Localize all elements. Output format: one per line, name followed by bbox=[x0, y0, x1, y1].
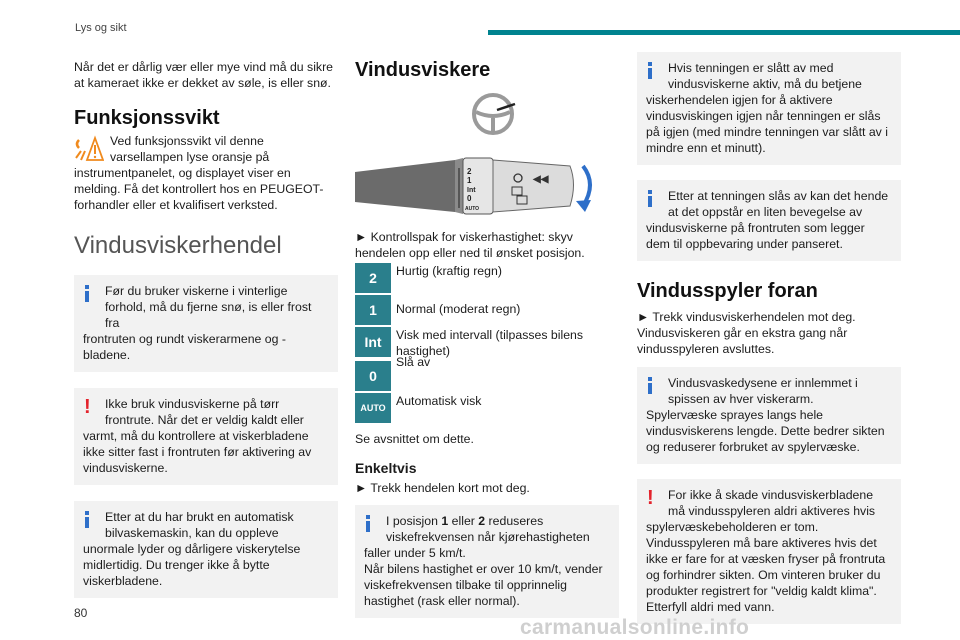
warning-box-washer bbox=[637, 479, 901, 624]
speed-list bbox=[355, 263, 619, 423]
lever-label-1: 1 bbox=[467, 176, 472, 185]
info-icon bbox=[647, 377, 653, 394]
column-right bbox=[637, 52, 901, 624]
warning-box-dry bbox=[74, 388, 338, 485]
info-icon bbox=[84, 511, 90, 528]
box-text-rest: Når bilens hastighet er over 10 km/t, vender viskefrekvensen tilbake til opprinnelig hastighet (rask eller normal). bbox=[364, 562, 603, 608]
speed-badge: 0 bbox=[355, 361, 391, 391]
control-text: ► Kontrollspak for viskerhastighet: skyv hendelen opp eller ned til ønsket posisjon. bbox=[355, 230, 585, 260]
warning-exclamation-icon: ! bbox=[84, 396, 91, 418]
box-text-first bbox=[364, 513, 610, 545]
speed-text: Hurtig (kraftig regn) bbox=[396, 264, 502, 278]
fault-block bbox=[74, 133, 338, 213]
info-icon bbox=[647, 62, 653, 79]
speed-text: Automatisk visk bbox=[396, 394, 482, 408]
lever-label-int: Int bbox=[467, 187, 476, 194]
box-text-bold: 1 bbox=[441, 514, 449, 528]
info-box-nozzles bbox=[637, 367, 901, 464]
speed-row-1 bbox=[355, 295, 619, 325]
single-wipe-text: ► Trekk hendelen kort mot deg. bbox=[355, 481, 530, 495]
fault-heading: Funksjonssvikt bbox=[74, 107, 220, 129]
box-text-first: Vindusvaskedysene er innlemmet i spissen av hver viskerarm. bbox=[668, 376, 858, 406]
speed-row-0 bbox=[355, 355, 619, 391]
info-box-carwash bbox=[74, 501, 338, 598]
fault-text-first: Ved funksjonssvikt vil denne varsellampen lyse oransje på bbox=[110, 134, 270, 164]
column-middle bbox=[355, 52, 619, 618]
box-text-rest: vindusviskerne på frontruten som legger dem til oppbevaring under panseret. bbox=[646, 221, 865, 251]
speed-row-2 bbox=[355, 263, 619, 293]
washer-heading: Vindusspyler foran bbox=[637, 280, 818, 302]
speed-badge: Int bbox=[355, 327, 391, 357]
headlamp-fault-warning-icon bbox=[74, 133, 104, 163]
box-text-first: Ikke bruk vindusviskerne på tørr frontrute. Når det er veldig kaldt eller bbox=[105, 397, 304, 427]
info-icon bbox=[365, 515, 371, 532]
watermark: carmanualsonline.info bbox=[520, 616, 750, 639]
speed-text: Visk med intervall (tilpasses bilens hastighet) bbox=[396, 328, 584, 358]
speed-badge: 2 bbox=[355, 263, 391, 293]
box-text-first: Hvis tenningen er slått av med vindusviskerne aktiv, må du betjene bbox=[668, 61, 862, 91]
info-icon bbox=[647, 190, 653, 207]
warning-exclamation-icon: ! bbox=[647, 487, 654, 509]
box-text-rest: Spylervæske sprayes langs hele vindusviskerens lengde. Dette bedrer sikten og reduserer forbruket av spylervæske. bbox=[646, 408, 885, 454]
lever-label-0: 0 bbox=[467, 194, 472, 203]
speed-row-auto bbox=[355, 393, 619, 423]
info-box-speed bbox=[355, 505, 619, 618]
box-text-part: I posisjon bbox=[386, 514, 442, 528]
info-box-ignition-off bbox=[637, 52, 901, 165]
speed-badge: 1 bbox=[355, 295, 391, 325]
washer-text: ► Trekk vindusviskerhendelen mot deg. Vindusviskeren går en ekstra gang når vindusspyleren avsluttes. bbox=[637, 310, 856, 356]
section-title: Lys og sikt bbox=[75, 22, 127, 34]
box-text-rest: varmt, må du kontrollere at viskerbladene ikke sitter fast i frontruten før aktivering av vindusviskerne. bbox=[83, 429, 312, 475]
box-text-first: Før du bruker viskerne i vinterlige forhold, må du fjerne snø, is eller frost fra bbox=[105, 284, 312, 330]
box-text-part: eller bbox=[448, 514, 479, 528]
lever-heading: Vindusviskerhendel bbox=[74, 232, 282, 259]
see-section-text: Se avsnittet om dette. bbox=[355, 432, 474, 446]
box-text-rest: faller under 5 km/t. bbox=[364, 546, 466, 560]
wipers-heading: Vindusviskere bbox=[355, 59, 491, 81]
intro-text: Når det er dårlig vær eller mye vind må du sikre at kameraet ikke er dekket av søle, is eller snø. bbox=[74, 60, 334, 90]
lever-label-auto: AUTO bbox=[465, 206, 480, 212]
svg-text:◀◀: ◀◀ bbox=[533, 174, 549, 185]
fault-text-rest: instrumentpanelet, og displayet viser en melding. Få det kontrollert hos en PEUGEOT-forhandler eller et kvalifisert verksted. bbox=[74, 166, 324, 212]
wiper-lever-illustration bbox=[355, 84, 619, 216]
single-wipe-heading: Enkeltvis bbox=[355, 460, 417, 476]
lever-label-2: 2 bbox=[467, 167, 472, 176]
box-text-rest: unormale lyder og dårligere viskerytelse midlertidig. Du trenger ikke å bytte viskerbladene. bbox=[83, 542, 301, 588]
box-text-first: Etter at du har brukt en automatisk bilvaskemaskin, kan du oppleve bbox=[105, 510, 294, 540]
speed-text: Normal (moderat regn) bbox=[396, 302, 521, 316]
speed-badge: AUTO bbox=[355, 393, 391, 423]
box-text-part: reduseres viskefrekvensen når kjørehastigheten bbox=[386, 514, 590, 544]
box-text-rest: spylervæskebeholderen er tom. Vindusspyleren må bare aktiveres hvis det ikke er fare for at væsken fryser på frontruta og forhindrer sikten. Om vinteren bruker du produkter registrert for "veldig kaldt klima". Etterfyll aldri med vann. bbox=[646, 520, 886, 614]
box-text-rest: viskerhendelen igjen for å aktivere vindusviskingen igjen når tenningen er slås på igjen (med mindre tenningen var slått av i mindre enn et minutt). bbox=[646, 93, 888, 155]
box-text-rest: frontruten og rundt viskerarmene og -bladene. bbox=[83, 332, 287, 362]
speed-row-int bbox=[355, 327, 619, 359]
info-box-winter bbox=[74, 275, 338, 372]
column-left bbox=[74, 52, 338, 598]
box-text-first: Etter at tenningen slås av kan det hende at det oppstår en liten bevegelse av bbox=[668, 189, 889, 219]
box-text-first: For ikke å skade vindusviskerbladene må vindusspyleren aldri aktiveres hvis bbox=[668, 488, 876, 518]
header-accent-bar bbox=[488, 30, 960, 35]
page-number: 80 bbox=[74, 606, 88, 620]
speed-text: Slå av bbox=[396, 355, 431, 369]
info-box-wiper-movement bbox=[637, 180, 901, 261]
info-icon bbox=[84, 285, 90, 302]
box-text-bold: 2 bbox=[478, 514, 486, 528]
